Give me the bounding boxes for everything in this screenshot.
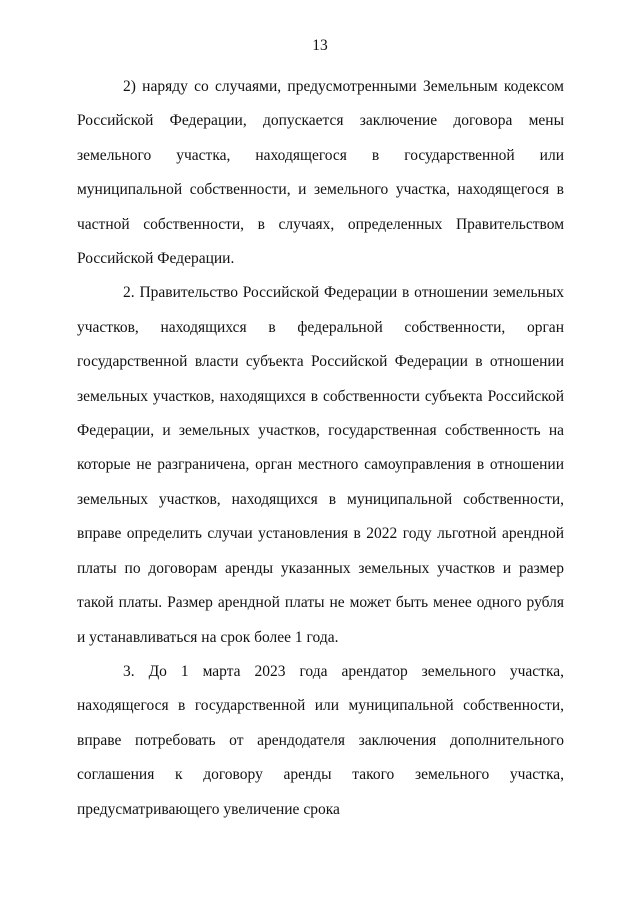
paragraph-section-2: 2. Правительство Российской Федерации в отношении земельных участков, находящихся в федеральной собственности, орган государственной власти субъекта Российской Федерации в отношении земельных участков, находящихся в собственности субъекта Российской Федерации, и земельных участков, государственная собственность на которые не разграничена, орган местного самоуправления в отношении земельных участков, находящихся в муниципальной собственности, вправе определить случаи установления в 2022 году льготной арендной платы по договорам аренды указанных земельных участков и размер такой платы. Размер арендной платы не может быть менее одного рубля и устанавливаться на срок более 1 года. — [77, 284, 564, 646]
paragraph-section-3: 3. До 1 марта 2023 года арендатор земельного участка, находящегося в государственной или муниципальной собственности, вправе потребовать от арендодателя заключения дополнительного соглашения к договору аренды такого земельного участка, предусматривающего увеличение срока — [77, 662, 564, 818]
paragraph-item-2: 2) наряду со случаями, предусмотренными Земельным кодексом Российской Федерации, допускается заключение договора мены земельного участка, находящегося в государственной или муниципальной собственности, и земельного участка, находящегося в частной собственности, в случаях, определенных Правительством Российской Федерации. — [77, 78, 564, 268]
page-number: 13 — [312, 37, 328, 54]
document-body — [77, 70, 564, 827]
